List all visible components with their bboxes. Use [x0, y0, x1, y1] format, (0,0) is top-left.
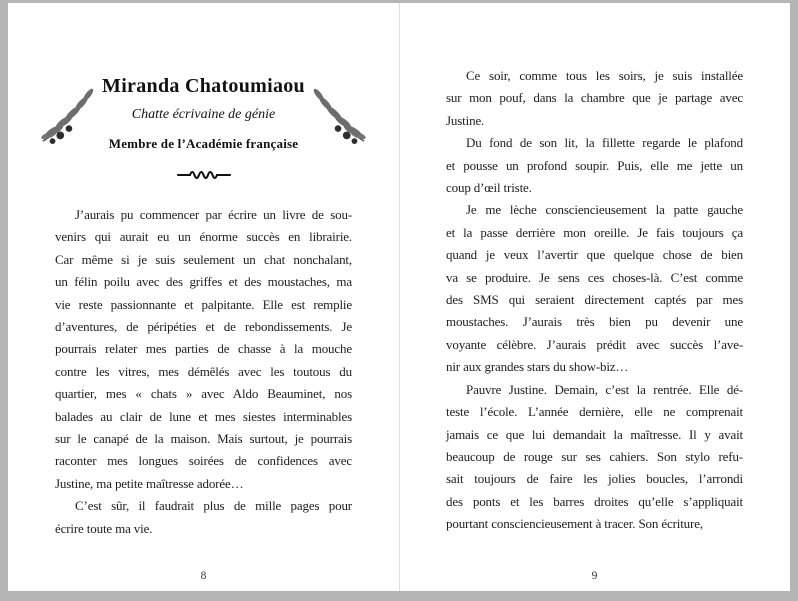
text-line: C’est sûr, il faudrait plus de mille pages pour	[75, 498, 352, 514]
paragraph	[446, 132, 743, 199]
text-line: moustaches. J’aurais très bien pu devenir une	[446, 314, 743, 330]
page-number-right: 9	[591, 570, 598, 582]
text-line: coup d’œil triste.	[446, 180, 532, 196]
laurel-branch-right-icon	[310, 85, 368, 147]
text-line: pourrais relater mes parties de chasse à la mouche	[55, 341, 352, 357]
text-line: voyante célèbre. J’aurais prédit avec succès l’ave-	[446, 336, 743, 352]
text-line: vie reste passionnante et palpitante. Elle est remplie	[55, 296, 352, 312]
paragraph	[55, 204, 352, 495]
text-line: Ce soir, comme tous les soirs, je suis installée	[466, 68, 743, 83]
text-line: des SMS qui seraient directement captés par mes	[446, 292, 743, 308]
text-line: va se produire. Je sens ces choses-là. C’est comme	[446, 269, 743, 285]
character-title: Miranda Chatoumiaou	[102, 75, 305, 97]
text-line: pourtant consciencieusement à tracer. Son écriture,	[446, 516, 703, 532]
text-line: teste l’école. L’année dernière, elle ne comprenait	[446, 404, 743, 420]
page-number-left: 8	[200, 570, 207, 582]
page-right-body	[446, 65, 743, 536]
text-line: quand je veux l’avertir que quelque chose de bien	[446, 247, 743, 263]
paragraph	[446, 379, 743, 536]
text-line: d’aventures, de péripéties et de rebondissements. Je	[55, 319, 352, 335]
page-right	[399, 3, 790, 591]
text-line: et la passe derrière mon oreille. Je fais toujours ça	[446, 224, 743, 240]
laurel-branch-left-icon	[39, 85, 97, 147]
paragraph	[446, 199, 743, 378]
character-subtitle: Chatte écrivaine de génie	[131, 107, 276, 122]
text-line: sur mon pouf, dans la chambre que je partage avec	[446, 90, 743, 106]
paragraph	[446, 65, 743, 132]
text-line: sait toujours de faire les jolies boucles, l’arrondi	[446, 471, 743, 487]
page-gutter-divider	[399, 3, 400, 591]
paragraph	[55, 495, 352, 540]
text-line: et pousse un profond soupir. Puis, elle me jette un	[446, 157, 743, 173]
page-left-body	[55, 204, 352, 540]
text-line: Car même si je suis seulement un chat nonchalant,	[55, 251, 352, 267]
text-line: écrire toute ma vie.	[55, 520, 153, 536]
chapter-heading	[55, 75, 352, 182]
text-line: nir aux grandes stars du show-biz…	[446, 359, 629, 375]
text-line: quartier, mes « chats » avec Aldo Beauminet, nos	[55, 386, 352, 402]
text-line: beaucoup de rouge sur ses cahiers. Son stylo refu-	[446, 448, 743, 464]
text-line: Du fond de son lit, la fillette regarde le plafond	[466, 135, 743, 151]
text-line: des ponts et les barres droites qu’elle s’appliquait	[446, 493, 743, 509]
text-line: jamais ce que lui demandait la maîtresse. Il y avait	[446, 426, 743, 442]
text-line: Pauvre Justine. Demain, c’est la rentrée. Elle dé-	[466, 381, 743, 397]
text-line: Justine, ma petite maîtresse adorée…	[55, 475, 244, 491]
text-line: un félin poilu avec des griffes et des moustaches, ma	[55, 274, 352, 290]
character-affiliation: Membre de l’Académie française	[108, 136, 299, 151]
squiggle-divider-icon	[177, 168, 231, 182]
text-line: venirs qui aurait eu un énorme succès en librairie.	[55, 229, 352, 245]
page-left	[8, 3, 399, 591]
text-line: J’aurais pu commencer par écrire un livre de sou-	[75, 207, 352, 222]
text-line: contre les vitres, mes démêlés avec les toutous du	[55, 363, 352, 379]
text-line: Je me lèche consciencieusement la patte gauche	[466, 202, 743, 218]
text-line: balades au clair de lune et mes siestes interminables	[55, 408, 352, 424]
text-line: raconter mes longues soirées de confidences avec	[55, 453, 352, 469]
text-line: sur le canapé de la maison. Mais surtout, je pourrais	[55, 431, 352, 447]
text-line: Justine.	[446, 112, 485, 128]
book-spread	[8, 3, 790, 591]
